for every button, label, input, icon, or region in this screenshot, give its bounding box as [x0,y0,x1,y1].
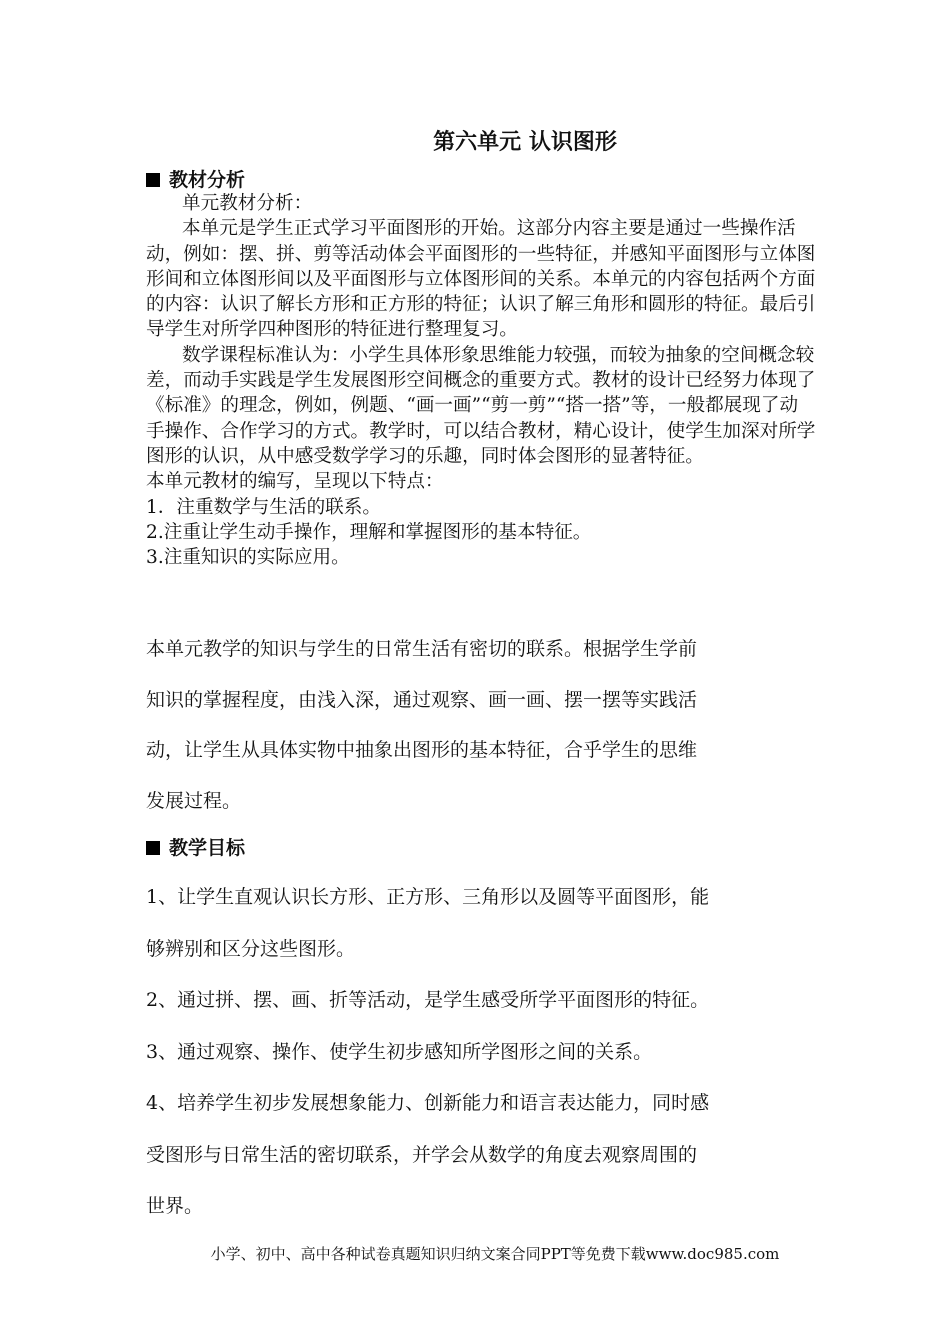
analysis-body [146,191,816,570]
goal-line: 1、让学生直观认识长方形、正方形、三角形以及圆等平面图形，能 [146,886,710,908]
summary-body [146,624,816,826]
features-intro: 本单元教材的编写，呈现以下特点： [146,471,444,493]
goal-line: 4、培养学生初步发展想象能力、创新能力和语言表达能力，同时感 [146,1092,710,1114]
goal-line: 受图形与日常生活的密切联系，并学会从数学的角度去观察周围的 [146,1143,698,1166]
summary-line: 动，让学生从具体实物中抽象出图形的基本特征，合乎学生的思维 [146,739,698,761]
feature-item: 3.注重知识的实际应用。 [146,547,350,569]
summary-line: 本单元教学的知识与学生的日常生活有密切的联系。根据学生学前 [146,638,698,660]
goal-line: 2、通过拼、摆、画、折等活动，是学生感受所学平面图形的特征。 [146,989,710,1011]
feature-item: 2.注重让学生动手操作，理解和掌握图形的基本特征。 [146,521,592,543]
page-title: 第六单元 认识图形 [433,130,617,155]
square-bullet-icon [146,173,160,187]
sub-heading: 单元教材分析： [182,193,313,214]
footer-text: 小学、初中、高中各种试卷真题知识归纳文案合同PPT等免费下载www.doc985.com [210,1245,780,1263]
goal-line: 够辨别和区分这些图形。 [146,937,356,960]
paragraph: 本单元是学生正式学习平面图形的开始。这部分内容主要是通过一些操作活动，例如：摆、拼、剪等活动体会平面图形的一些特征，并感知平面图形与立体图形间和立体图形间以及平面图形与立体图形间的关系。本单元的内容包括两个方面的内容：认识了解长方形和正方形的特征；认识了解三角形和圆形的特征。最后引导学生对所学四种图形的特征进行整理复习。 [146,218,816,341]
square-bullet-icon [146,841,160,855]
section-heading-goals [146,836,245,860]
section-heading-label: 教学目标 [169,837,246,859]
section-heading-label: 教材分析 [169,169,246,191]
goal-line: 世界。 [146,1195,204,1217]
goal-line: 3、通过观察、操作、使学生初步感知所学图形之间的关系。 [146,1040,653,1063]
summary-line: 知识的掌握程度，由浅入深，通过观察、画一画、摆一摆等实践活 [146,688,698,711]
summary-line: 发展过程。 [146,789,242,812]
goals-body [146,872,816,1233]
section-heading-analysis [146,168,245,192]
paragraph: 数学课程标准认为：小学生具体形象思维能力较强，而较为抽象的空间概念较差，而动手实践是学生发展图形空间概念的重要方式。教材的设计已经努力体现了《标准》的理念，例如，例题、“画一画”“剪一剪”“搭一搭”等，一般都展现了动手操作、合作学习的方式。教学时，可以结合教材，精心设计，使学生加深对所学图形的认识，从中感受数学学习的乐趣，同时体会图形的显著特征。 [146,344,816,467]
feature-item: 1．注重数学与生活的联系。 [146,496,381,518]
